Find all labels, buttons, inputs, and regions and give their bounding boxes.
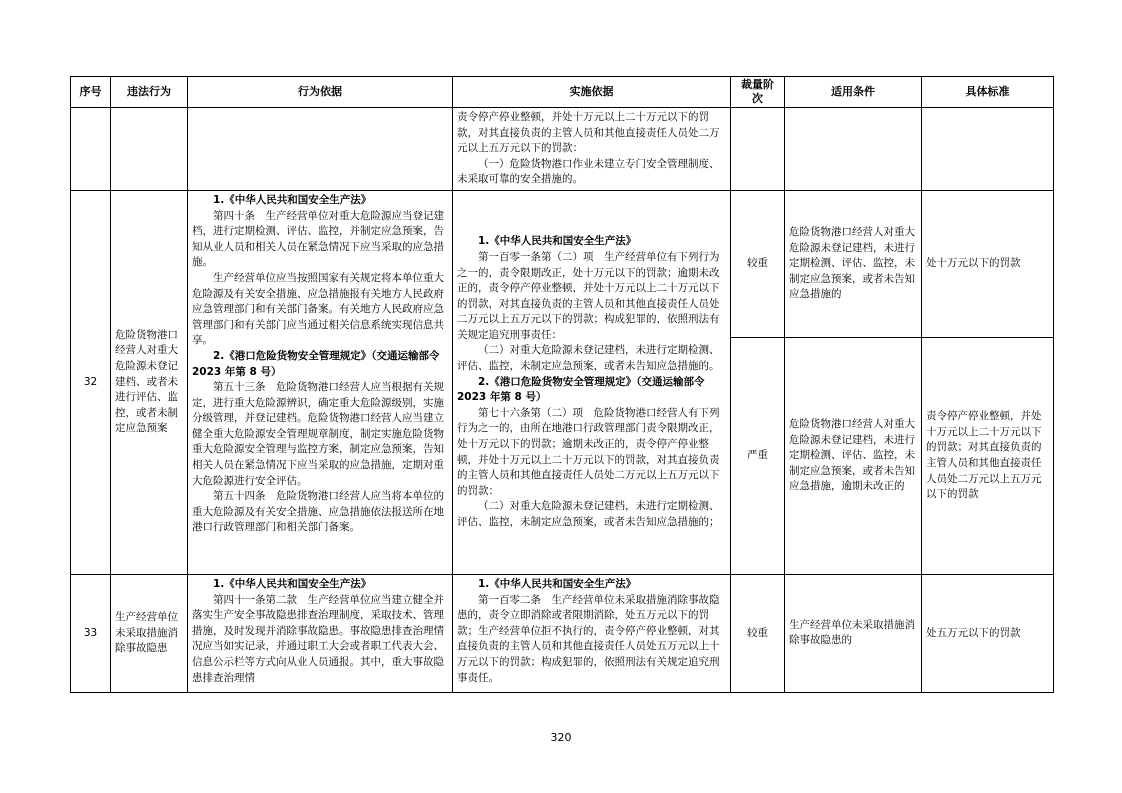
impl-paragraph: 责令停产停业整顿，并处十万元以上二十万元以下的罚款，对其直接负责的主管人员和其他直接责任人员处二万元以上五万元以下的罚款： xyxy=(457,111,720,155)
law-heading: 1.《中华人民共和国安全生产法》 xyxy=(213,193,372,206)
table-header-row xyxy=(71,77,1054,108)
table-row-33 xyxy=(71,574,1054,692)
header-standard: 具体标准 xyxy=(922,77,1054,108)
impl-cell-continued xyxy=(453,108,731,191)
standard-cell: 处十万元以下的罚款 xyxy=(922,190,1054,337)
header-violation: 违法行为 xyxy=(111,77,188,108)
law-paragraph: 生产经营单位应当按照国家有关规定将本单位重大危险源及有关安全措施、应急措施报有关地方人民政府应急管理部门和有关部门备案。有关地方人民政府应急管理部门和有关部门应当通过相关信息系统实现信息共享。 xyxy=(192,271,444,347)
header-no: 序号 xyxy=(71,77,111,108)
law-paragraph: 第七十六条第（二）项 危险货物港口经营人有下列行为之一的，由所在地港口行政管理部门责令限期改正，处十万元以下的罚款；逾期未改正的，责令停产停业整顿，并处十万元以上二十万元以下的罚款，对其直接负责的主管人员和其他直接责任人员处二万元以上五万元以下的罚款： xyxy=(457,406,720,497)
violation-cell: 生产经营单位未采取措施消除事故隐患 xyxy=(111,574,188,692)
basis-cell xyxy=(188,574,453,692)
standard-cell: 责令停产停业整顿，并处十万元以上二十万元以下的罚款；对其直接负责的主管人员和其他直接责任人员处二万元以上五万元以下的罚款 xyxy=(922,337,1054,574)
impl-paragraph: （一）危险货物港口作业未建立专门安全管理制度、未采取可靠的安全措施的。 xyxy=(457,157,720,186)
law-paragraph: （二）对重大危险源未登记建档，未进行定期检测、评估、监控，未制定应急预案，或者未告知应急措施的。 xyxy=(457,344,720,373)
level-cell: 较重 xyxy=(731,574,785,692)
impl-cell xyxy=(453,190,731,574)
header-level: 裁量阶次 xyxy=(731,77,785,108)
level-cell: 严重 xyxy=(731,337,785,574)
standard-cell: 处五万元以下的罚款 xyxy=(922,574,1054,692)
row-number: 33 xyxy=(71,574,111,692)
law-paragraph: 第五十四条 危险货物港口经营人应当将本单位的重大危险源及有关安全措施、应急措施依法报送所在地港口行政管理部门和相关部门备案。 xyxy=(192,490,444,534)
table-row-continued xyxy=(71,108,1054,191)
header-condition: 适用条件 xyxy=(785,77,922,108)
law-heading: 1.《中华人民共和国安全生产法》 xyxy=(478,577,637,590)
law-heading: 2.《港口危险货物安全管理规定》（交通运输部令 2023 年第 8 号） xyxy=(192,349,440,378)
law-paragraph: 第五十三条 危险货物港口经营人应当根据有关规定，进行重大危险源辨识，确定重大危险源级别，实施分级管理，并登记建档。危险货物港口经营人应当建立健全重大危险源安全管理规章制度，制定实施危险货物重大危险源安全管理与监控方案，制定应急预案，告知相关人员在紧急情况下应当采取的应急措施，定期对重大危险源进行安全评估。 xyxy=(192,381,444,487)
impl-cell xyxy=(453,574,731,692)
law-paragraph: 第一百零二条 生产经营单位未采取措施消除事故隐患的，责令立即消除或者限期消除，处五万元以下的罚款；生产经营单位拒不执行的，责令停产停业整顿，对其直接负责的主管人员和其他直接责任人员处五万元以上十万元以下的罚款；构成犯罪的，依照刑法有关规定追究刑事责任。 xyxy=(457,593,720,684)
basis-cell xyxy=(188,190,453,574)
law-paragraph: 第一百零一条第（二）项 生产经营单位有下列行为之一的，责令限期改正，处十万元以下的罚款；逾期未改正的，责令停产停业整顿，并处十万元以上二十万元以下的罚款，对其直接负责的主管人员和其他直接责任人员处二万元以上五万元以下的罚款；构成犯罪的，依照刑法有关规定追究刑事责任： xyxy=(457,250,720,341)
condition-cell: 危险货物港口经营人对重大危险源未登记建档，未进行定期检测、评估、监控，未制定应急预案，或者未告知应急措施，逾期未改正的 xyxy=(785,337,922,574)
law-heading: 1.《中华人民共和国安全生产法》 xyxy=(213,577,372,590)
law-paragraph: （二）对重大危险源未登记建档，未进行定期检测、评估、监控，未制定应急预案，或者未告知应急措施的； xyxy=(457,500,720,529)
law-paragraph: 第四十条 生产经营单位对重大危险源应当登记建档，进行定期检测、评估、监控，并制定应急预案，告知从业人员和相关人员在紧急情况下应当采取的应急措施。 xyxy=(192,209,444,269)
law-paragraph: 第四十一条第二款 生产经营单位应当建立健全并落实生产安全事故隐患排查治理制度，采取技术、管理措施，及时发现并消除事故隐患。事故隐患排查治理情况应当如实记录，并通过职工大会或者职工代表大会、信息公示栏等方式向从业人员通报。其中，重大事故隐患排查治理情 xyxy=(192,593,444,684)
law-heading: 1.《中华人民共和国安全生产法》 xyxy=(478,235,637,248)
table-row-32 xyxy=(71,190,1054,337)
row-number: 32 xyxy=(71,190,111,574)
header-basis: 行为依据 xyxy=(188,77,453,108)
law-heading: 2.《港口危险货物安全管理规定》（交通运输部令 2023 年第 8 号） xyxy=(457,375,705,404)
page-number: 320 xyxy=(550,731,572,744)
violation-cell: 危险货物港口经营人对重大危险源未登记建档、或者未进行评估、监控，或者未制定应急预案 xyxy=(111,190,188,574)
condition-cell: 危险货物港口经营人对重大危险源未登记建档，未进行定期检测、评估、监控，未制定应急预案，或者未告知应急措施的 xyxy=(785,190,922,337)
header-implementation: 实施依据 xyxy=(453,77,731,108)
condition-cell: 生产经营单位未采取措施消除事故隐患的 xyxy=(785,574,922,692)
level-cell: 较重 xyxy=(731,190,785,337)
penalty-table xyxy=(70,76,1054,693)
